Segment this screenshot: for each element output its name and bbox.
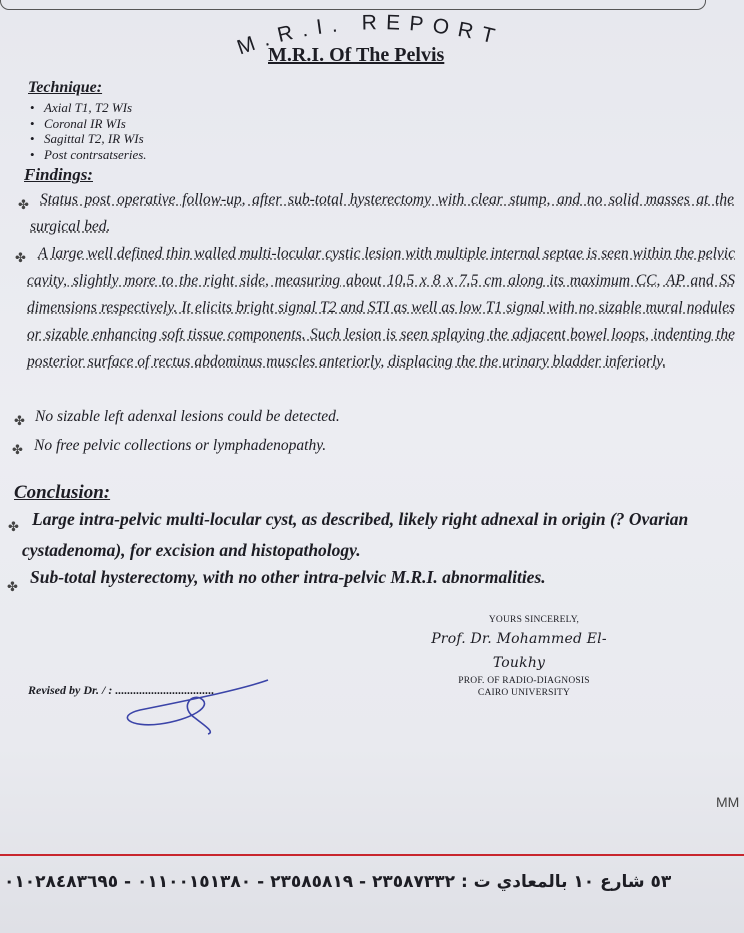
svg-text:M.R.I. REPORT: M.R.I. REPORT [234, 11, 506, 60]
footer-rule [0, 854, 744, 856]
signature-title: PROF. OF RADIO-DIAGNOSIS [458, 675, 590, 686]
bullet-icon: ✤ [14, 413, 25, 428]
findings-heading: Findings: [24, 165, 93, 184]
signature-institution: CAIRO UNIVERSITY [477, 688, 571, 698]
technique-item: • Axial T1, T2 WIs [30, 100, 147, 116]
finding-item: No sizable left adenxal lesions could be detected. [35, 408, 340, 425]
conclusion-item: Large intra-pelvic multi-locular cyst, as described, likely right adnexal in origin (? Ovarian cystadenoma), for excision and histopathology. [22, 509, 689, 560]
bullet-icon: ✤ [15, 250, 26, 265]
technique-item: • Post contrsatseries. [30, 147, 147, 163]
finding-item: Status post operative follow-up, after sub-total hysterectomy with clear stump, and no solid masses at the surgical bed. [30, 191, 734, 235]
signature-block [424, 614, 624, 700]
closing: YOURS SINCERELY, [488, 615, 580, 625]
bullet-icon: ✤ [7, 579, 18, 594]
technique-item: • Sagittal T2, IR WIs [30, 131, 147, 147]
bullet-icon: ✤ [18, 197, 29, 212]
conclusion-item: Sub-total hysterectomy, with no other intra-pelvic M.R.I. abnormalities. [30, 567, 546, 587]
finding-item: A large well defined thin walled multi-locular cystic lesion with multiple internal septae is seen within the pelvic cavity, slightly more to the right side, measuring about 10.5 x 8 x 7.5 cm along its maximum CC, AP and SS dimensions respectively. It elicits bright signal T2 and STI as well as low T1 signal with no sizable mural nodules or sizable enhancing soft tissue components. Such lesion is seen splaying the adjacent bowel loops, indenting the posterior surface of rectus abdominus muscles anteriorly, displacing the the urinary bladder inferiorly. [27, 245, 735, 370]
letterhead-frame [0, 0, 706, 10]
corner-mark: MM [716, 794, 740, 810]
pen-scribble-signature [120, 668, 280, 738]
revised-by: Revised by Dr. / : ................................. [28, 683, 215, 697]
bullet-icon: ✤ [12, 442, 23, 457]
footer-address: ٥٣ شارع ١٠ بالمعادي ت : ٢٣٥٨٧٣٣٢ - ٢٣٥٨٥٨١٩ - ٠١١٠٠١٥١٣٨٠ - ٠١٠٢٨٤٨٣٦٩٥ [4, 872, 672, 892]
report-subtitle: M.R.I. Of The Pelvis [268, 44, 445, 66]
technique-list [30, 100, 147, 162]
handwritten-signature: Prof. Dr. Mohammed El-Toukhy [431, 630, 607, 671]
technique-item: • Coronal IR WIs [30, 116, 147, 132]
bullet-icon: ✤ [8, 519, 19, 534]
finding-item: No free pelvic collections or lymphadenopathy. [34, 437, 327, 454]
conclusion-heading: Conclusion: [14, 482, 111, 503]
technique-heading: Technique: [28, 79, 103, 96]
